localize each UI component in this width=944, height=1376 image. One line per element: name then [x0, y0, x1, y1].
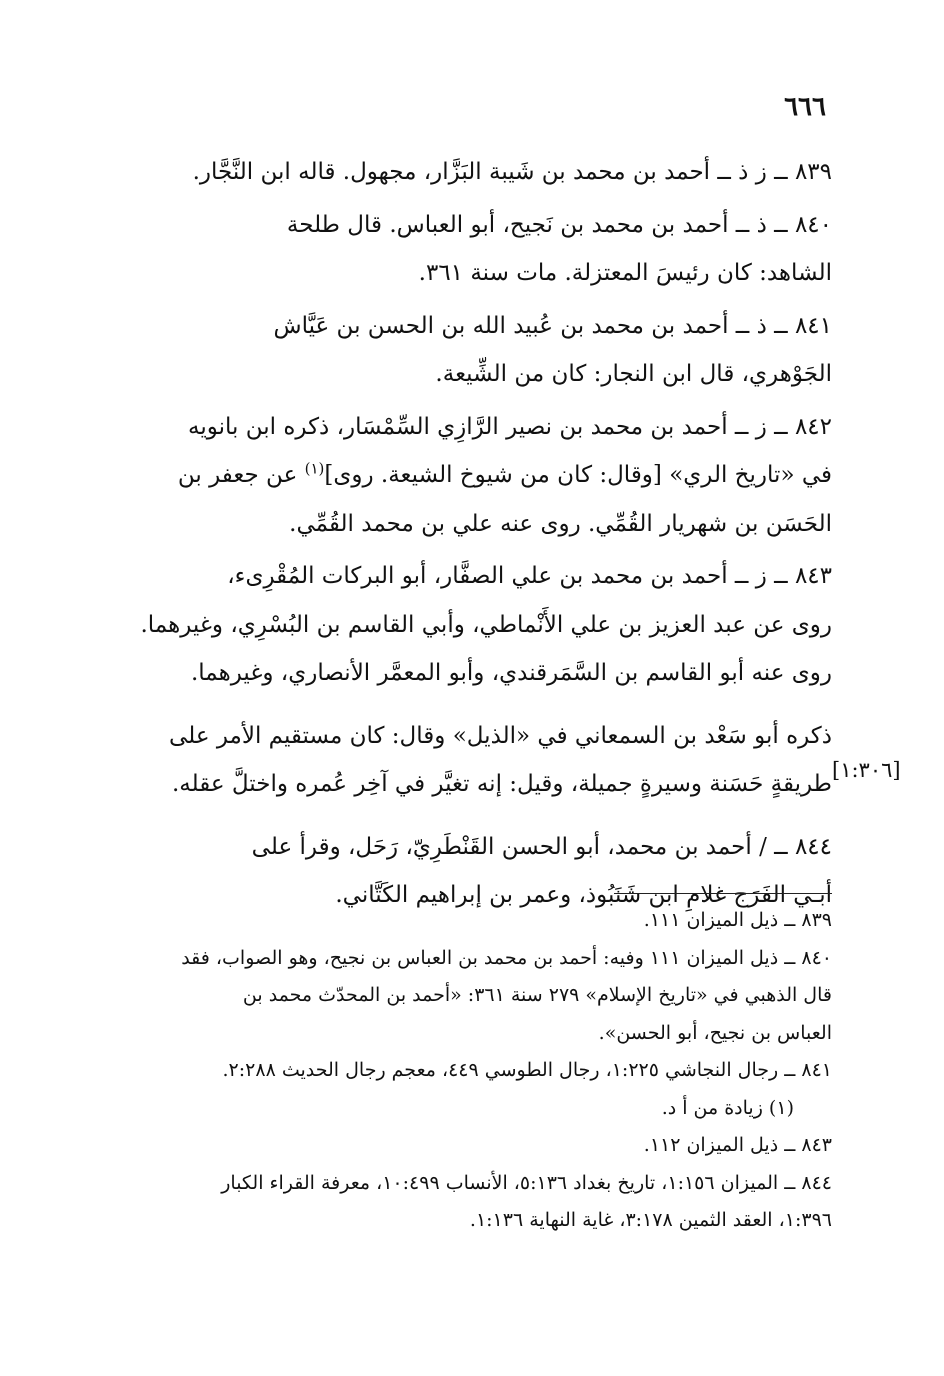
text-line: روى عن عبد العزيز بن علي الأَنْماطي، وأبي القاسم بن البُسْرِي، وغيرهما. [140, 611, 832, 638]
footnote-841: ٨٤١ ــ رجال النجاشي ١:٢٢٥، رجال الطوسي ٤٤٩، معجم رجال الحديث ٢:٢٨٨. [222, 1059, 832, 1081]
text-line: طريقةٍ حَسَنة وسيرةٍ جميلة، وقيل: إنه تغيَّر في آخِر عُمره واختلَّ عقله. [171, 771, 832, 797]
footnote-1: (١) زيادة من أ د. [661, 1096, 794, 1119]
entry-842 [110, 403, 832, 549]
footnote-line: قال الذهبي في «تاريخ الإسلام» ٢٧٩ سنة ٣٦١: «أحمد بن المحدّث محمد بن [242, 984, 832, 1006]
entry-843 [110, 552, 832, 698]
footnote-line: ٨٤٤ ــ الميزان ١:١٥٦، تاريخ بغداد ٥:١٣٦، الأنساب ١٠:٤٩٩، معرفة القراء الكبار [221, 1171, 832, 1194]
side-reference: [١:٣٠٦] [832, 758, 901, 782]
footnote-line: ٨٤٠ ــ ذيل الميزان ١١١ وفيه: أحمد بن محمد بن العباس بن نجيح، وهو الصواب، فقد [181, 946, 832, 969]
text-line: ٨٤٢ ــ ز ــ أحمد بن محمد بن نصير الرَّازِي السِّمْسَار، ذكره ابن بانويه [188, 413, 832, 440]
footnote-840 [110, 940, 832, 1053]
main-text [110, 148, 832, 924]
footnote-marker: (١) [304, 459, 325, 478]
text-line: ٨٤١ ــ ذ ــ أحمد بن محمد بن عُبيد الله بن الحسن بن عَيَّاش [273, 312, 832, 339]
footnote-line: ١:٣٩٦، العقد الثمين ٣:١٧٨، غاية النهاية ١:١٣٦. [469, 1209, 832, 1231]
text-line: أبـي الفَرَج غلامِ ابن شَنَبُوذ، وعمر بن إبراهيم الكَتَّاني. [335, 882, 832, 908]
text-line: ذكره أبو سَعْد بن السمعاني في «الذيل» وقال: كان مستقيم الأمر على [169, 722, 832, 749]
text-segment: عن جعفر بن [177, 462, 298, 488]
text-line: ٨٤٣ ــ ز ــ أحمد بن محمد بن علي الصفَّار، أبو البركات المُقْرِىء، [227, 563, 832, 589]
text-segment: في «تاريخ الري» [وقال: كان من شيوخ الشيعة. روى] [324, 462, 832, 488]
entry-840 [110, 201, 832, 298]
page-number: ٦٦٦ [784, 92, 826, 122]
text-line: الشاهد: كان رئيسَ المعتزلة. مات سنة ٣٦١. [418, 260, 832, 286]
text-line: ٨٤٠ ــ ذ ــ أحمد بن محمد بن نَجيح، أبو العباس. قال طلحة [286, 211, 832, 238]
text-line [110, 451, 832, 500]
text-line: الحَسَن بن شهريار القُمِّي. روى عنه علي بن محمد القُمِّي. [289, 510, 832, 537]
footnote-divider [614, 893, 832, 894]
entry-841 [110, 302, 832, 399]
footnote-839: ٨٣٩ ــ ذيل الميزان ١١١. [643, 909, 832, 931]
entry-839 [110, 148, 832, 197]
entry-843-continuation [110, 712, 832, 809]
footnote-843: ٨٤٣ ــ ذيل الميزان ١١٢. [643, 1134, 832, 1156]
text-line: ٨٣٩ ــ ز ذ ــ أحمد بن محمد بن شَيبة البَزَّار، مجهول. قاله ابن النَّجَّار. [192, 159, 832, 185]
text-line: الجَوْهري، قال ابن النجار: كان من الشِّيعة. [435, 361, 832, 387]
footnotes [110, 902, 832, 1240]
text-line: روى عنه أبو القاسم بن السَّمَرقندي، وأبو المعمَّر الأنصاري، وغيرهما. [190, 660, 832, 686]
footnote-line: العباس بن نجيح، أبو الحسن». [598, 1021, 832, 1044]
text-line: ٨٤٤ ــ / أحمد بن محمد، أبو الحسن القَنْطَرِيّ، رَحَل، وقرأ على [251, 833, 832, 860]
footnote-844 [110, 1165, 832, 1240]
